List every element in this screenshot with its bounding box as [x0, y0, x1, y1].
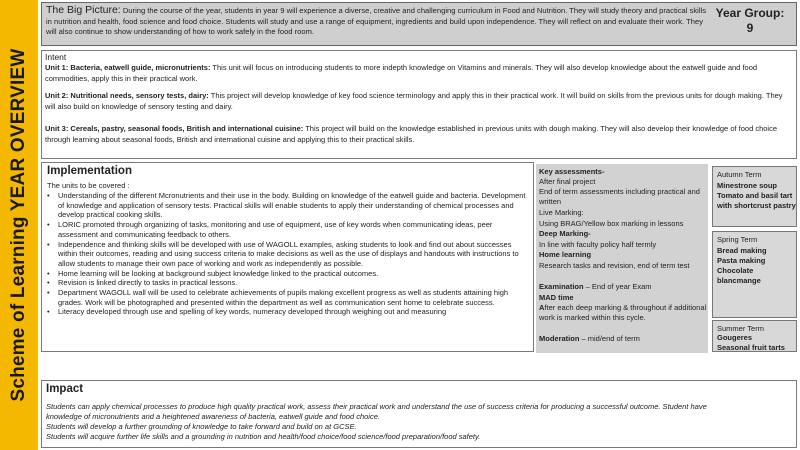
deep-marking-label: Deep Marking-: [539, 229, 591, 238]
examination-line: Examination – End of year Exam: [539, 282, 652, 291]
summer-term-panel: [712, 320, 797, 352]
intent-unit-3: [45, 124, 793, 145]
big-picture-heading: The Big Picture:: [46, 4, 121, 16]
mad-time-label: MAD time: [539, 293, 574, 302]
spring-term-item: Pasta making: [717, 256, 766, 265]
list-item: • Revision is linked directly to tasks in practical lessons.: [47, 278, 238, 288]
mad-time-text: After each deep marking & throughout if additional work is marked within this cycle.: [539, 303, 707, 322]
implementation-intro: The units to be covered :: [47, 181, 130, 190]
summer-term-item: Gougeres: [717, 333, 753, 342]
impact-title: Impact: [46, 383, 84, 395]
implementation-panel: [41, 162, 534, 352]
year-group: [710, 6, 790, 36]
year-group-label: Year Group:: [715, 6, 785, 20]
spring-term-item: Chocolate blancmange: [717, 266, 761, 285]
key-assessments-title: Key assessments-: [539, 167, 605, 176]
spring-term-item: Bread making: [717, 246, 767, 255]
impact-line: Students will acquire further life skills and a grounding in nutrition and health/food choice/food science/food preparation/food safety.: [46, 432, 481, 441]
year-group-value: 9: [746, 21, 754, 35]
spring-term-title: Spring Term: [717, 235, 758, 244]
list-item: • Understanding of the different Mcronutrients and their use in the body. Building on knowledge of the eatwell guide and bacteria. Development of knowledge and application of sensory tests. Practical skills will enable students to apply their understanding of chemical processes and develop practical cooking skills.: [47, 191, 526, 220]
after-final-project: After final project: [539, 177, 596, 186]
list-item: • LORIC promoted through organizing of tasks, monitoring and use of equipment, use of key words when communicating ideas, peer assessment and communicating feedback to others.: [47, 220, 493, 239]
home-learning-text: Research tasks and revision, end of term test: [539, 261, 690, 270]
intent-unit-1: [45, 63, 793, 84]
summer-term-title: Summer Term: [717, 324, 764, 333]
live-marking-label: Live Marking:: [539, 208, 584, 217]
impact-line: knowledge of micronutrients and a heightened awareness of bacteria, eatwell guide and food choice.: [46, 412, 380, 421]
autumn-term-item: Tomato and basil tart with shortcrust pastry: [717, 191, 796, 210]
big-picture-panel: [41, 2, 797, 46]
intent-unit-1-title: Unit 1: Bacteria, eatwell guide, micronutrients:: [45, 63, 211, 72]
summer-term-item: Seasonal fruit tarts: [717, 343, 785, 352]
home-learning-label: Home learning: [539, 250, 592, 259]
impact-line: Students will develop a further grounding of knowledge to take forward and build on at GCSE.: [46, 422, 357, 431]
impact-line: Students can apply chemical processes to produce high quality practical work, assess their practical work and understand the use of success criteria for producing a successful outcome. Student have: [46, 402, 707, 411]
key-assessments-panel: [536, 164, 708, 353]
side-title-banner: [0, 0, 38, 450]
autumn-term-title: Autumn Term: [717, 170, 762, 179]
intent-unit-2: [45, 91, 793, 112]
list-item: • Department WAGOLL wall will be used to celebrate achievements of pupils making excellent progress as well as students attaining high grades. Work will be photographed and presented within the department as well as communication sent home to celebrate success.: [47, 288, 509, 307]
intent-unit-3-text: This project will build on the knowledge established in previous units with dough making. They will also develop their knowledge of food choice through learning about seasonal foods, British and international cuisine and applying this to their practical skills.: [45, 124, 778, 144]
intent-unit-1-text: This unit will focus on introducing students to more indepth knowledge on Vitamins and minerals. They will also develop knowledge about the eatwell guide and food commodities, apply this in their practical work.: [45, 63, 758, 83]
implementation-title: Implementation: [47, 165, 132, 177]
intent-label: Intent: [45, 52, 67, 62]
intent-unit-2-title: Unit 2: Nutritional needs, sensory tests, dairy:: [45, 91, 209, 100]
autumn-term-item: Minestrone soup: [717, 181, 778, 190]
impact-panel: [41, 380, 797, 448]
intent-panel: [41, 50, 797, 159]
list-item: • Independence and thinking skills will be developed with use of WAGOLL examples, asking students to look and find out about successes within their outcomes, reading and using success criteria to make decisions as well as the use of displays and handouts with instructions to allow students to manage their own pace of working and work as independently as possible.: [47, 239, 519, 268]
big-picture-text-block: [46, 5, 708, 38]
implementation-list: [47, 191, 531, 317]
brag-marking: Using BRAG/Yellow box marking in lessons: [539, 219, 684, 228]
big-picture-text: During the course of the year, students in year 9 will experience a diverse, creative and challenging curriculum in Food and Nutrition. They will study theory and practical skills in nutrition and health, food science and food choice. Students will study and use a range of equipment, ingredients and build upon independence. They will reflect on and evaluate their work. They will also continue to show understanding of how to work safely in the food room.: [46, 6, 707, 36]
intent-unit-3-title: Unit 3: Cereals, pastry, seasonal foods, British and international cuisine:: [45, 124, 304, 133]
intent-unit-2-text: This project will develop knowledge of key food science terminology and apply this in their practical work. It will build on skills from the previous units for dough making. They will also build on knowledge of sensory testing and dairy.: [45, 91, 783, 111]
list-item: • Home learning will be looking at background subject knowledge linked to the practical outcomes.: [47, 268, 379, 278]
spring-term-panel: [712, 231, 797, 318]
end-of-term-assessments: End of term assessments including practical and written: [539, 187, 700, 206]
moderation-line: Moderation – mid/end of term: [539, 334, 640, 343]
side-title: Scheme of Learning YEAR OVERVIEW: [8, 48, 29, 402]
autumn-term-panel: [712, 166, 797, 227]
list-item: • Literacy developed through use and spelling of key words, numeracy developed through weighing out and measuring: [47, 307, 447, 317]
deep-marking-text: In line with faculty policy half termly: [539, 240, 657, 249]
